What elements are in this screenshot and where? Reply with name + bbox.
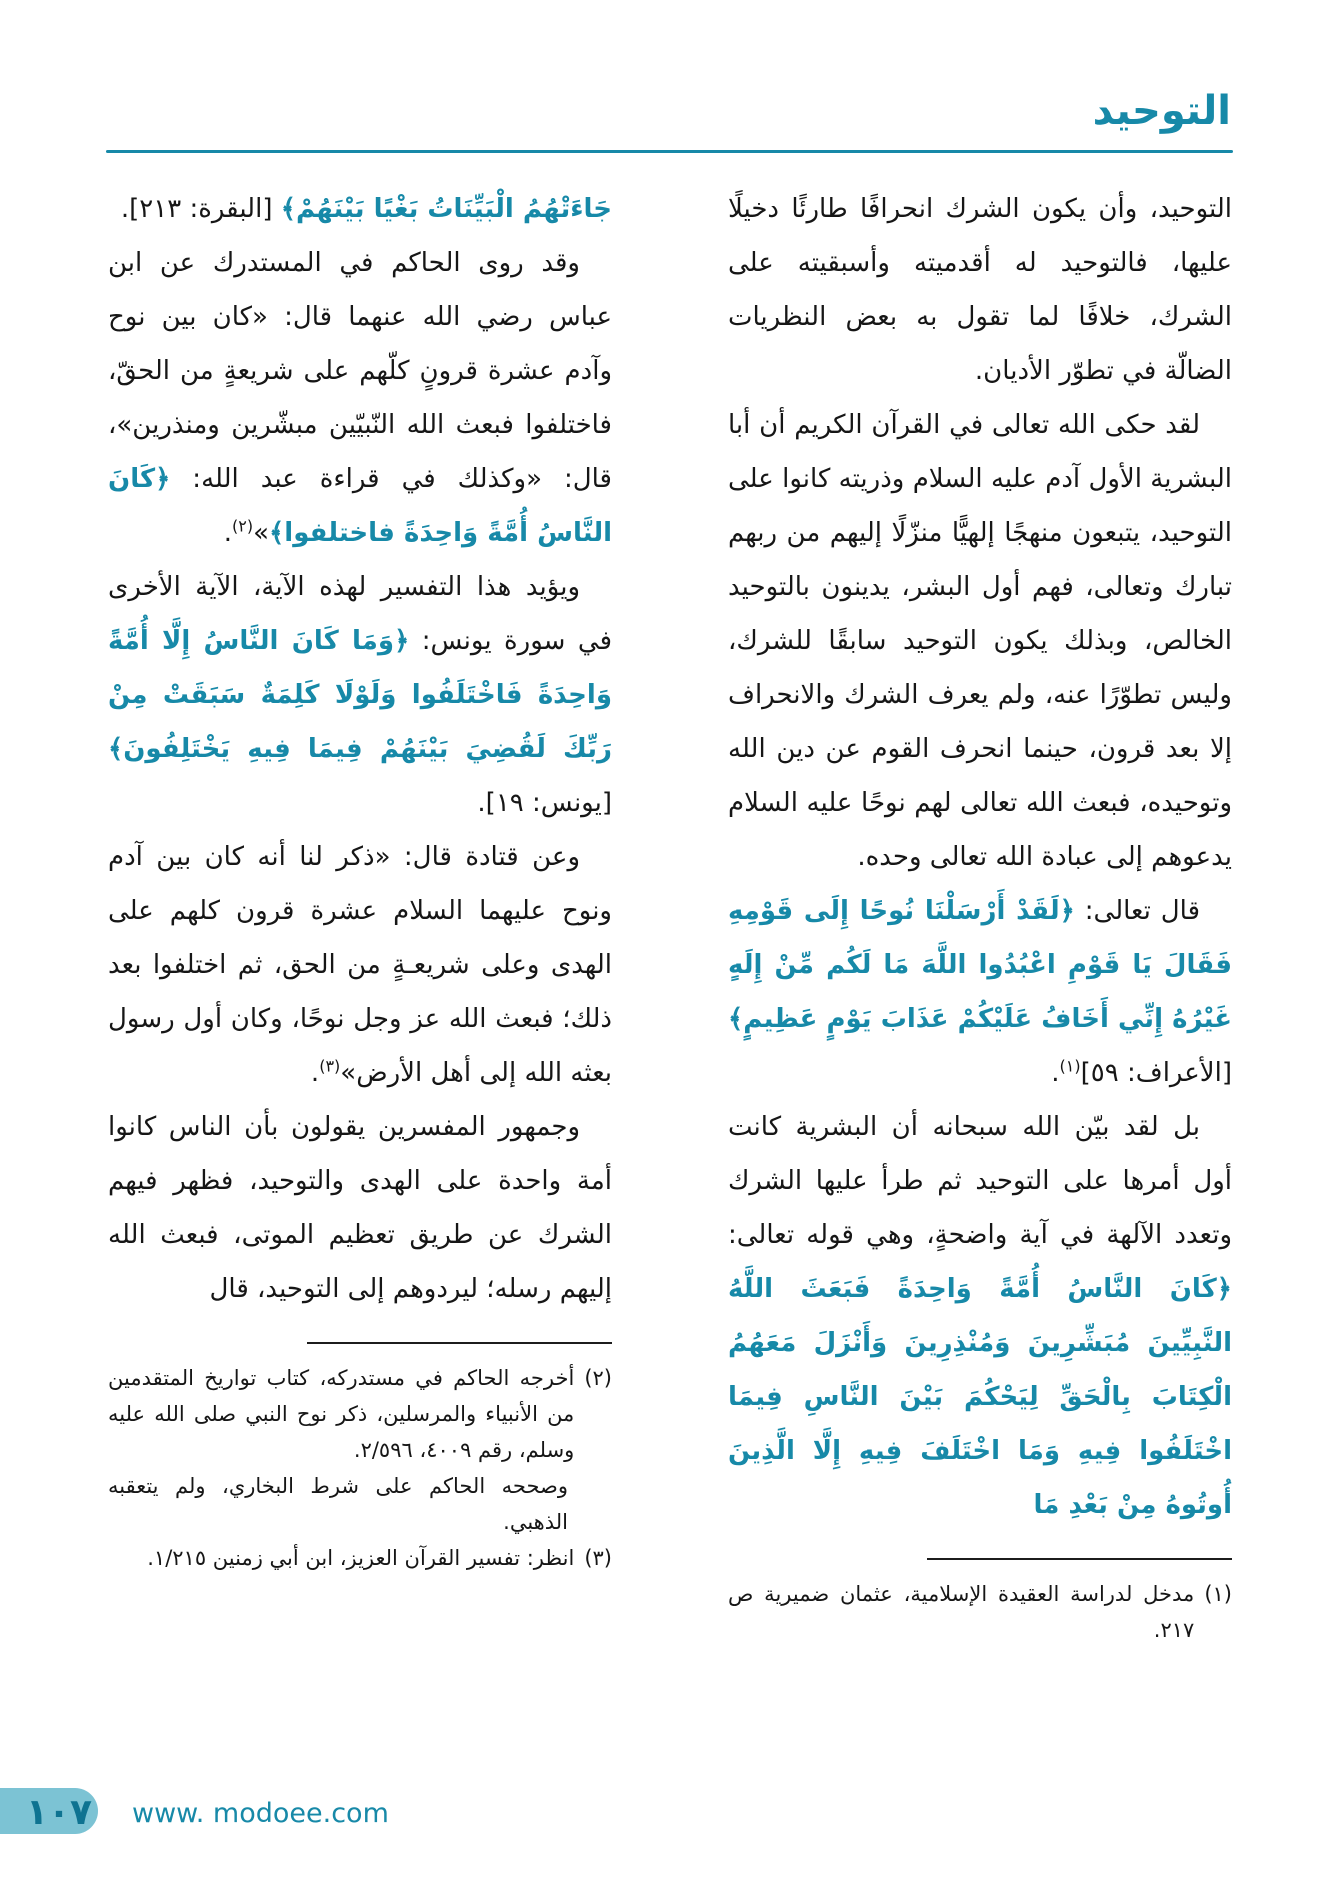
footnotes-left xyxy=(108,1342,612,1576)
footnote-number: (٢) xyxy=(584,1366,612,1390)
paragraph xyxy=(728,1100,1232,1532)
footnote-separator xyxy=(927,1558,1232,1560)
text-columns xyxy=(108,182,1232,1762)
verse-reference: [البقرة: ٢١٣]. xyxy=(120,194,281,224)
page-number: ١٠٧ xyxy=(26,1792,92,1833)
footnotes-right xyxy=(728,1558,1232,1648)
body-text: وجمهور المفسرين يقولون بأن الناس كانوا أمة واحدة على الهدى والتوحيد، فظهر فيهم الشرك عن طريق تعظيم الموتى، فبعث الله إليهم رسله؛ ليردوهم إلى التوحيد، قال xyxy=(108,1112,612,1304)
quran-verse: ﴿كَانَ النَّاسُ أُمَّةً وَاحِدَةً فَبَعَثَ اللَّهُ النَّبِيِّينَ مُبَشِّرِينَ وَمُنْذِرِينَ وَأَنْزَلَ مَعَهُمُ الْكِتَابَ بِالْحَقِّ لِيَحْكُمَ بَيْنَ النَّاسِ فِيمَا اخْتَلَفُوا فِيهِ وَمَا اخْتَلَفَ فِيهِ إِلَّا الَّذِينَ أُوتُوهُ مِنْ بَعْدِ مَا xyxy=(728,1274,1232,1520)
verse-reference: [الأعراف: ٥٩] xyxy=(1080,1058,1232,1088)
paragraph xyxy=(108,236,612,560)
column-right-text xyxy=(728,182,1232,1532)
footnote-separator xyxy=(307,1342,612,1344)
page-title: التوحيد xyxy=(1092,88,1231,134)
body-text: وعن قتادة قال: «ذكر لنا أنه كان بين آدم ونوح عليهما السلام عشرة قرون كلهم على الهدى وعلى شريعـةٍ من الحق، ثم اختلفوا بعد ذلك؛ فبعث الله عز وجل نوحًا، وكان أول رسول بعثه الله إلى أهل الأرض» xyxy=(108,842,612,1088)
footnote-text: انظر: تفسير القرآن العزيز، ابن أبي زمنين ١/٢١٥. xyxy=(147,1546,575,1570)
paragraph xyxy=(108,1100,612,1316)
footnote-marker: (٣) xyxy=(319,1056,341,1076)
footnote-marker: (١) xyxy=(1059,1056,1081,1076)
footnote-number: (١) xyxy=(1204,1582,1232,1606)
column-left xyxy=(108,182,612,1762)
footnote-marker: (٢) xyxy=(232,516,254,536)
body-text: وقد روى الحاكم في المستدرك عن ابن عباس رضي الله عنهما قال: «كان بين نوح وآدم عشرة قرونٍ كلّهم على شريعةٍ من الحقّ، فاختلفوا فبعث الله النّبيّين مبشّرين ومنذرين»، قال: «وكذلك في قراءة عبد الله: xyxy=(108,248,612,494)
footnote xyxy=(108,1540,612,1576)
quran-verse: جَاءَتْهُمُ الْبَيِّنَاتُ بَغْيًا بَيْنَهُمْ﴾ xyxy=(280,194,612,224)
body-text: . xyxy=(1051,1058,1060,1088)
footnote xyxy=(108,1360,612,1468)
footnote-text: أخرجه الحاكم في مستدركه، كتاب تواريخ المتقدمين من الأنبياء والمرسلين، ذكر نوح النبي صلى الله عليه وسلم، رقم ٤٠٠٩، ٢/٥٩٦. xyxy=(108,1366,575,1462)
quran-verse: ﴿كَانَ النَّاسُ أُمَّةً وَاحِدَةً فاختلفوا﴾ xyxy=(108,464,612,548)
quran-verse: ﴿لَقَدْ أَرْسَلْنَا نُوحًا إِلَى قَوْمِهِ فَقَالَ يَا قَوْمِ اعْبُدُوا اللَّهَ مَا لَكُم مِّنْ إِلَهٍ غَيْرُهُ إِنِّي أَخَافُ عَلَيْكُمْ عَذَابَ يَوْمٍ عَظِيمٍ﴾ xyxy=(728,896,1232,1034)
body-text: . xyxy=(223,518,233,548)
body-text: قال تعالى: xyxy=(1074,896,1201,926)
footnote-text: وصححه الحاكم على شرط البخاري، ولم يتعقبه الذهبي. xyxy=(108,1474,568,1534)
header-divider xyxy=(106,150,1233,153)
body-text: » xyxy=(253,518,270,548)
paragraph xyxy=(108,182,612,236)
column-left-text xyxy=(108,182,612,1316)
footnote-text: مدخل لدراسة العقيدة الإسلامية، عثمان ضميرية ص ٢١٧. xyxy=(728,1582,1195,1642)
quran-verse: ﴿وَمَا كَانَ النَّاسُ إِلَّا أُمَّةً وَاحِدَةً فَاخْتَلَفُوا وَلَوْلَا كَلِمَةٌ سَبَقَتْ مِنْ رَبِّكَ لَقُضِيَ بَيْنَهُمْ فِيمَا فِيهِ يَخْتَلِفُونَ﴾ xyxy=(108,626,612,764)
paragraph xyxy=(728,884,1232,1100)
paragraph xyxy=(728,182,1232,398)
verse-reference: [يونس: ١٩]. xyxy=(477,788,612,818)
footnote-continuation xyxy=(108,1468,612,1540)
column-right xyxy=(728,182,1232,1762)
paragraph xyxy=(108,830,612,1100)
site-url[interactable]: www. modoee.com xyxy=(132,1798,389,1829)
body-text: التوحيد، وأن يكون الشرك انحرافًا طارئًا دخيلًا عليها، فالتوحيد له أقدميته وأسبقيته على الشرك، خلافًا لما تقول به بعض النظريات الضالّة في تطوّر الأديان. xyxy=(728,194,1232,386)
body-text: بل لقد بيّن الله سبحانه أن البشرية كانت أول أمرها على التوحيد ثم طرأ عليها الشرك وتعدد الآلهة في آية واضحةٍ، وهي قوله تعالى: xyxy=(728,1112,1232,1250)
paragraph xyxy=(108,560,612,830)
body-text: ويؤيد هذا التفسير لهذه الآية، الآية الأخرى في سورة يونس: xyxy=(108,572,612,656)
paragraph xyxy=(728,398,1232,884)
body-text: لقد حكى الله تعالى في القرآن الكريم أن أبا البشرية الأول آدم عليه السلام وذريته كانوا على التوحيد، يتبعون منهجًا إلهيًّا منزّلًا إليهم من ربهم تبارك وتعالى، فهم أول البشر، يدينون بالتوحيد الخالص، وبذلك يكون التوحيد سابقًا للشرك، وليس تطوّرًا عنه، ولم يعرف الشرك والانحراف إلا بعد قرون، حينما انحرف القوم عن دين الله وتوحيده، فبعث الله تعالى لهم نوحًا عليه السلام يدعوهم إلى عبادة الله تعالى وحده. xyxy=(728,410,1232,872)
footnote xyxy=(728,1576,1232,1648)
footnote-number: (٣) xyxy=(584,1546,612,1570)
body-text: . xyxy=(310,1058,320,1088)
